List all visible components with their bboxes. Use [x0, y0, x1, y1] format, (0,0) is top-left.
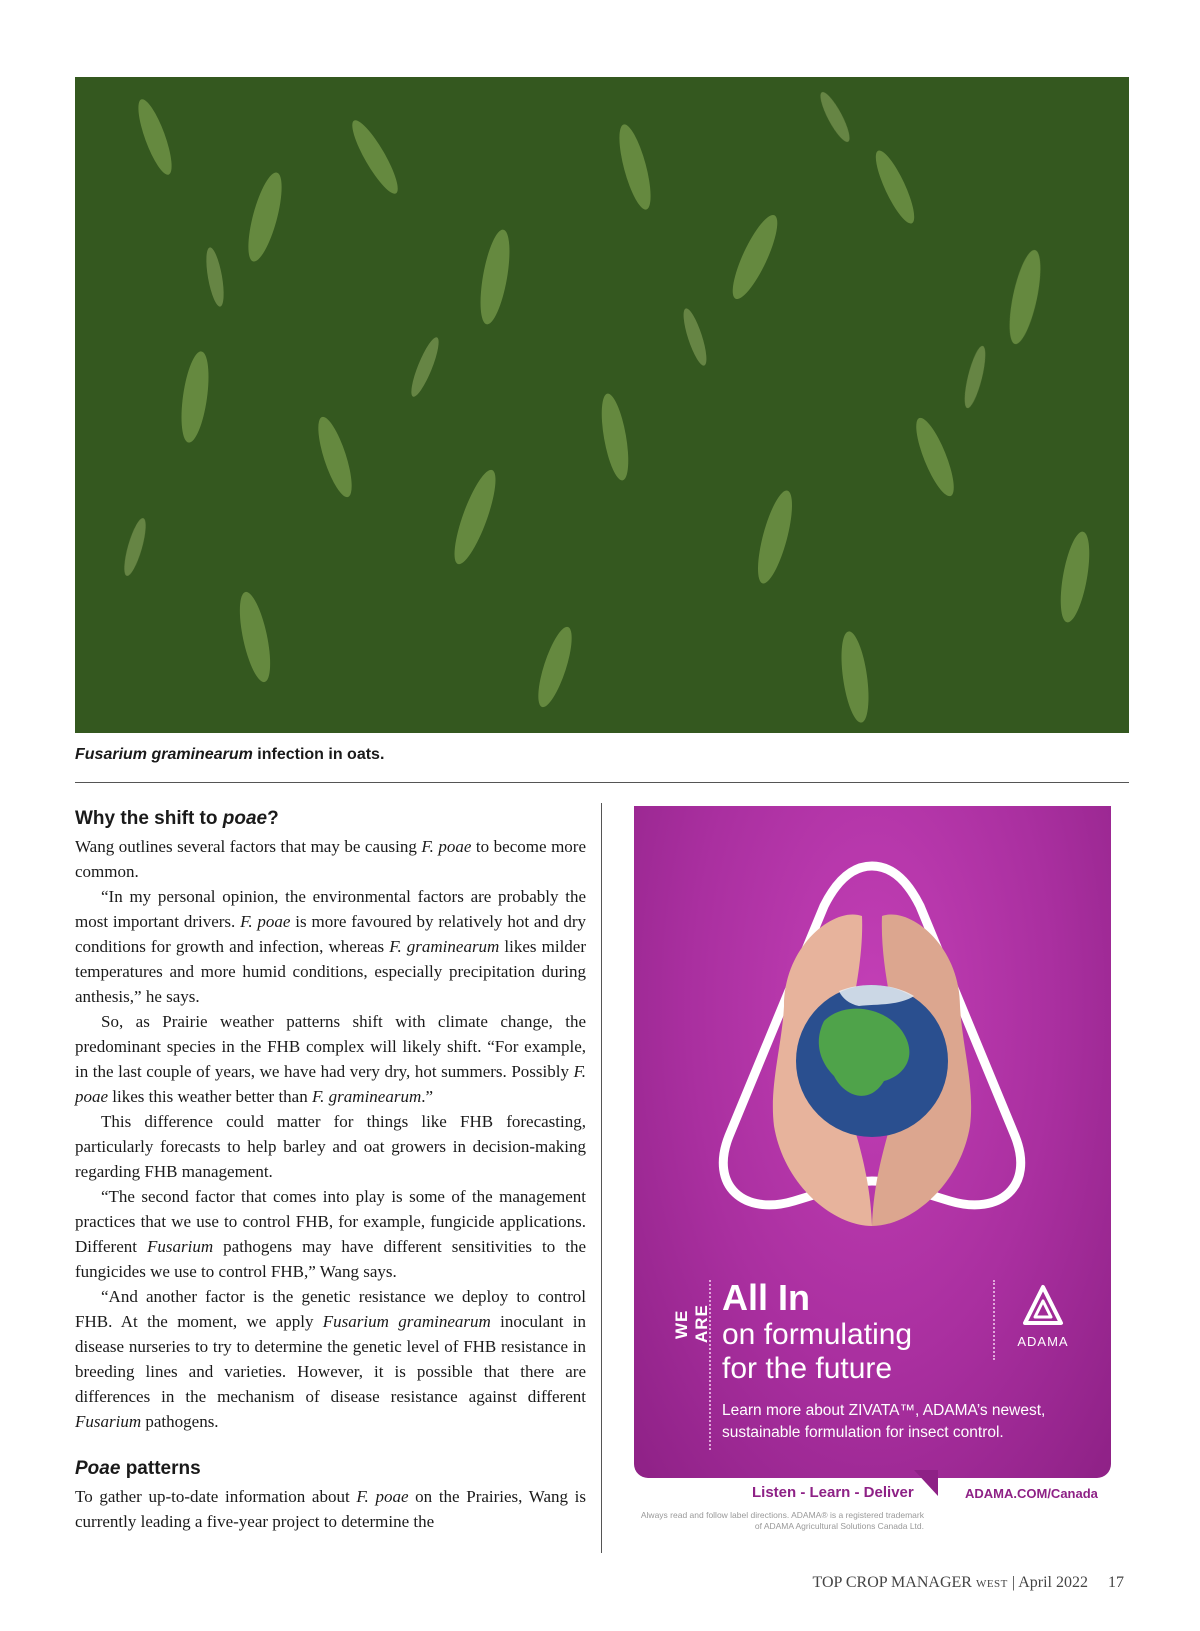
ad-speech-tail [914, 1470, 938, 1496]
ad-headline-line-1: All In [722, 1277, 810, 1318]
footer-date: April 2022 [1018, 1574, 1088, 1591]
species-name: Fusarium [75, 1412, 142, 1431]
heading-text: Why the shift to [75, 808, 223, 829]
text-run: To gather up-to-date information about [75, 1487, 357, 1506]
adama-logo-text: ADAMA [1017, 1334, 1069, 1349]
paragraph-2 [75, 884, 586, 1009]
page-footer [813, 1574, 1125, 1592]
paragraph-7 [75, 1484, 586, 1534]
text-run: pathogens may have different sensitivities to the fungicides we use to control FHB,” Wang says. [75, 1237, 586, 1281]
heading-text-end: ? [267, 808, 279, 829]
ad-dotted-divider-left [709, 1280, 711, 1450]
paragraph-3 [75, 1009, 586, 1109]
ad-tagline: Listen - Learn - Deliver [752, 1484, 914, 1501]
species-name: Fusarium [147, 1237, 214, 1256]
species-name: F. poae [240, 912, 291, 931]
species-name: F. poae [421, 837, 472, 856]
species-name: F. poae [75, 1062, 586, 1106]
paragraph-6 [75, 1284, 586, 1434]
column-divider [601, 803, 602, 1553]
species-name: Fusarium graminearum [322, 1312, 491, 1331]
ad-we-are-label: WE ARE [672, 1304, 711, 1344]
species-name: F. poae [356, 1487, 409, 1506]
text-run: on the Prairies, Wang is currently leading a five-year project to determine the [75, 1487, 586, 1531]
adama-logo-icon [1021, 1283, 1065, 1329]
text-run: likes this weather better than [108, 1087, 312, 1106]
ad-fine-print: Always read and follow label directions. ADAMA® is a registered trademark of ADAMA Agricultural Solutions Canada Ltd. [640, 1510, 924, 1531]
footer-separator: | [1007, 1574, 1019, 1591]
oat-field-image [75, 77, 1129, 733]
text-run: is more favoured by relatively hot and dry conditions for growth and infection, whereas [75, 912, 586, 956]
text-run: to become more common. [75, 837, 586, 881]
heading-italic: poae [222, 808, 268, 829]
text-run: inoculant in disease nurseries to try to determine the genetic level of FHB resistance in breeding lines and varieties. However, it is possible that there are differences in the mechanism of disease resistance against different [75, 1312, 587, 1406]
ad-body-text: Learn more about ZIVATA™, ADAMA’s newest, sustainable formulation for insect control. [722, 1402, 1046, 1441]
heading-text: patterns [120, 1458, 201, 1479]
ad-dotted-divider-right [993, 1280, 995, 1360]
text-run: “The second factor that comes into play is some of the management practices that we use to control FHB, for example, fungicide applications. Different [75, 1187, 586, 1256]
text-run: likes milder temperatures and more humid conditions, especially precipitation during anthesis,” he says. [75, 937, 587, 1006]
page-number: 17 [1108, 1574, 1124, 1591]
text-run: “In my personal opinion, the environmental factors are probably the most important drivers. [75, 887, 586, 931]
oat-field-photo [75, 77, 1129, 733]
section-heading-shift [75, 806, 586, 832]
text-run: “And another factor is the genetic resistance we deploy to control FHB. At the moment, we apply [75, 1287, 586, 1331]
text-run: pathogens. [141, 1412, 219, 1431]
hands-globe-illustration [634, 806, 1111, 1286]
paragraph-1 [75, 834, 586, 884]
heading-italic: Poae [75, 1458, 121, 1479]
adama-logo [1008, 1283, 1078, 1349]
ad-headline-line-2: on formulating [722, 1318, 913, 1351]
caption-divider [75, 782, 1129, 783]
species-name: F. graminearum [311, 1087, 422, 1106]
text-run: Wang outlines several factors that may be causing [75, 837, 422, 856]
photo-caption [75, 746, 384, 764]
article-column [75, 806, 586, 1534]
ad-headline [722, 1278, 912, 1386]
text-run: So, as Prairie weather patterns shift with climate change, the predominant species in the FHB complex will likely shift. “For example, in the last couple of years, we have had very dry, hot summers. Possibly [75, 1012, 586, 1081]
caption-text: infection in oats. [252, 746, 385, 763]
species-name: F. graminearum [389, 937, 500, 956]
caption-species: Fusarium graminearum [75, 746, 253, 763]
footer-edition: WEST [975, 1578, 1008, 1590]
paragraph-5 [75, 1184, 586, 1284]
ad-headline-line-3: for the future [722, 1352, 893, 1385]
text-run: .” [421, 1087, 434, 1106]
section-heading-patterns [75, 1456, 586, 1482]
footer-magazine: TOP CROP MANAGER [812, 1574, 972, 1591]
paragraph-4: This difference could matter for things like FHB forecasting, particularly forecasts to help barley and oat growers in decision-making regarding FHB management. [75, 1112, 586, 1181]
ad-url-link[interactable]: ADAMA.COM/Canada [965, 1486, 1098, 1501]
